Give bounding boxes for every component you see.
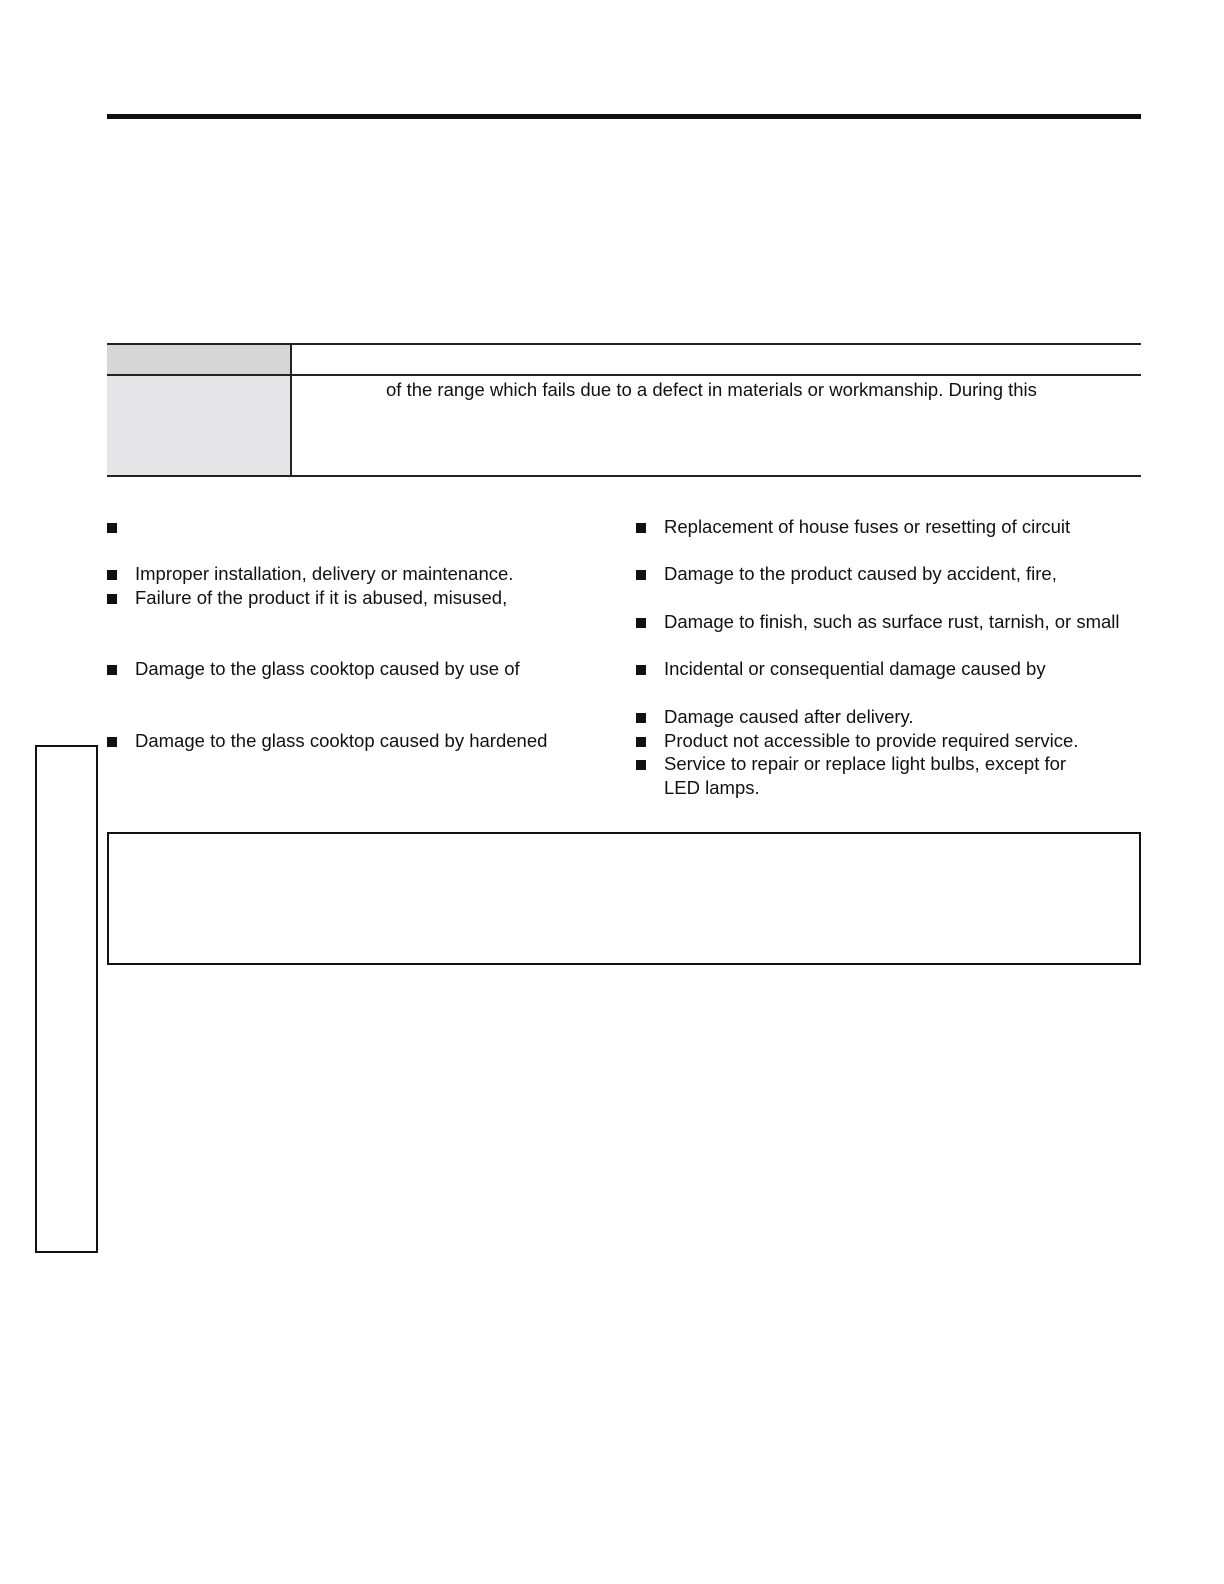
notice-box bbox=[107, 832, 1141, 965]
bullet-square-icon bbox=[636, 523, 646, 533]
side-tab bbox=[35, 745, 98, 1253]
table-body-left-cell bbox=[107, 376, 290, 475]
bullet-square-icon bbox=[636, 665, 646, 675]
bullet-square-icon bbox=[107, 737, 117, 747]
table-header-left-cell bbox=[107, 345, 290, 375]
table-header-divider bbox=[107, 374, 1141, 376]
bullet-square-icon bbox=[107, 594, 117, 604]
warranty-coverage-text: of the range which fails due to a defect in materials or workmanship. During this bbox=[386, 379, 1037, 400]
bullet-square-icon bbox=[107, 665, 117, 675]
bullet-square-icon bbox=[636, 713, 646, 723]
bullet-square-icon bbox=[636, 618, 646, 628]
header-rule bbox=[107, 114, 1141, 119]
table-top-border bbox=[107, 343, 1141, 345]
bullet-square-icon bbox=[107, 523, 117, 533]
bullet-square-icon bbox=[636, 570, 646, 580]
bullet-square-icon bbox=[107, 570, 117, 580]
bullet-square-icon bbox=[636, 737, 646, 747]
table-bottom-border bbox=[107, 475, 1141, 477]
table-column-divider bbox=[290, 343, 292, 477]
bullet-square-icon bbox=[636, 760, 646, 770]
warranty-coverage-table bbox=[107, 343, 1141, 477]
